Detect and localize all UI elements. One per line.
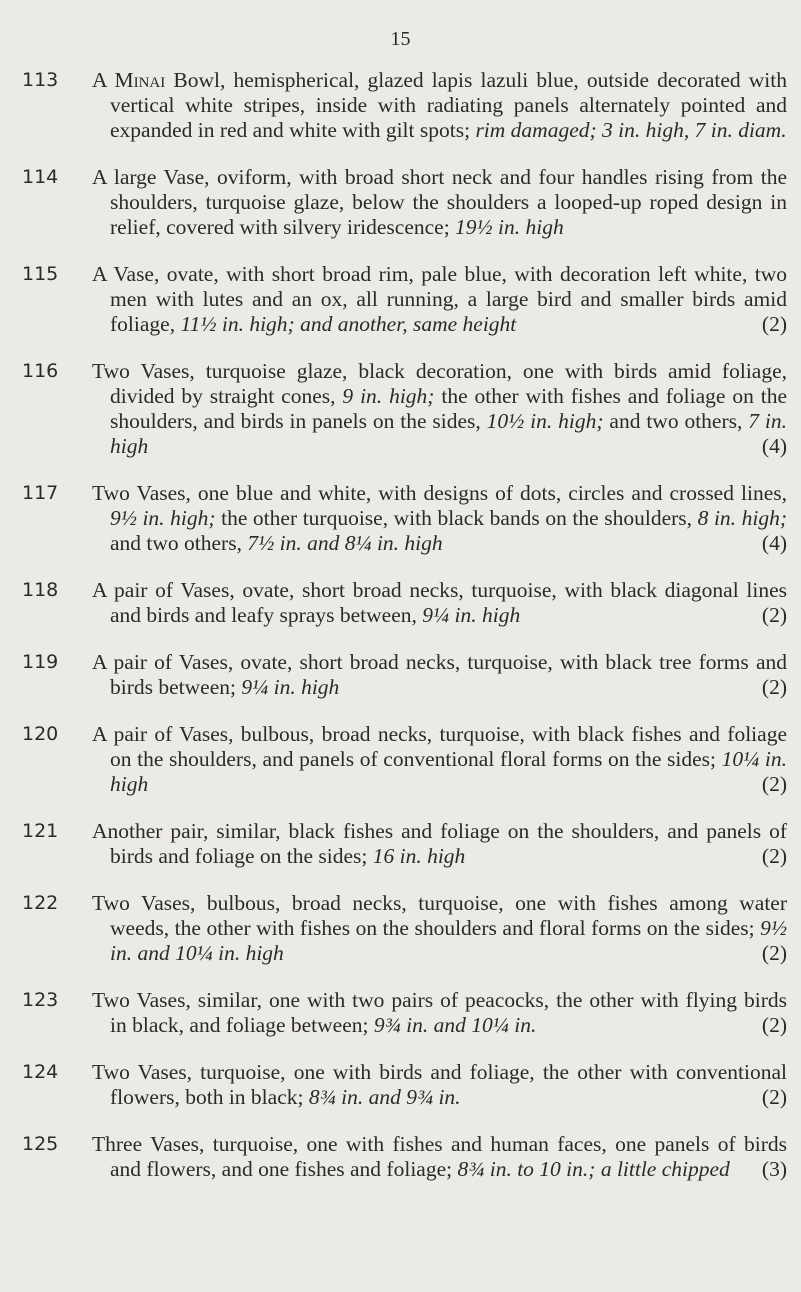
lot-121 (0, 819, 801, 869)
lot-117 (0, 481, 801, 556)
quantity: (2) (761, 941, 787, 965)
lot-number: 118 (22, 579, 59, 601)
lot-description: Two Vases, one blue and white, with designs of dots, circles and crossed lines, 9½ in. high; the other turquoise, with black bands on the shoulders, 8 in. high; and two others, 7½ in. and 8¼ in. high (4) (92, 481, 788, 555)
lot-description: A large Vase, oviform, with broad short neck and four handles rising from the shoulders, turquoise glaze, below the shoulders a looped-up roped design in relief, covered with silvery iridescence; 19½ in. high (92, 165, 787, 239)
lot-120 (0, 722, 801, 797)
lot-description: Two Vases, turquoise, one with birds and foliage, the other with conventional flowers, both in black; 8¾ in. and 9¾ in. (2) (92, 1060, 787, 1109)
lot-number: 125 (22, 1133, 59, 1155)
lot-description: A Minai Bowl, hemispherical, glazed lapis lazuli blue, outside decorated with vertical white stripes, inside with radiating panels alternately pointed and expanded in red and white with gilt spots; rim damaged; 3 in. high, 7 in. diam. (92, 68, 788, 142)
lot-123 (0, 988, 801, 1038)
lot-number: 115 (22, 263, 59, 285)
quantity: (4) (761, 531, 787, 555)
lot-description: A Vase, ovate, with short broad rim, pale blue, with decoration left white, two men with lutes and an ox, all running, a large bird and smaller birds amid foliage, 11½ in. high; and another, same height (2) (92, 262, 787, 336)
quantity: (3) (761, 1157, 787, 1181)
lot-122 (0, 891, 801, 966)
lot-118 (0, 578, 801, 628)
lot-number: 113 (22, 69, 59, 91)
lot-description: Two Vases, turquoise glaze, black decoration, one with birds amid foliage, divided by straight cones, 9 in. high; the other with fishes and foliage on the shoulders, and birds in panels on the sides, 10½ in. high; and two others, 7 in. high (4) (92, 359, 788, 458)
lot-description: A pair of Vases, ovate, short broad necks, turquoise, with black tree forms and birds between; 9¼ in. high (2) (92, 650, 787, 699)
lot-113 (0, 68, 801, 143)
quantity: (2) (761, 1085, 787, 1109)
lot-number: 116 (22, 360, 59, 382)
lot-124 (0, 1060, 801, 1110)
lot-number: 119 (22, 651, 59, 673)
quantity: (2) (761, 772, 787, 796)
lot-description: Two Vases, similar, one with two pairs of peacocks, the other with flying birds in black, and foliage between; 9¾ in. and 10¼ in. (2) (92, 988, 787, 1037)
quantity: (2) (761, 312, 787, 336)
lot-description: Three Vases, turquoise, one with fishes and human faces, one panels of birds and flowers, and one fishes and foliage; 8¾ in. to 10 in.; a little chipped (3) (92, 1132, 787, 1181)
quantity: (2) (761, 1013, 787, 1037)
lot-number: 117 (22, 482, 59, 504)
lot-number: 124 (22, 1061, 59, 1083)
page-number: 15 (390, 28, 411, 50)
lot-119 (0, 650, 801, 700)
lot-number: 121 (22, 820, 59, 842)
lot-number: 114 (22, 166, 59, 188)
lot-description: Another pair, similar, black fishes and foliage on the shoulders, and panels of birds and foliage on the sides; 16 in. high (2) (92, 819, 787, 868)
lot-114 (0, 165, 801, 240)
lot-number: 120 (22, 723, 59, 745)
lot-description: Two Vases, bulbous, broad necks, turquoise, one with fishes among water weeds, the other with fishes on the shoulders and floral forms on the sides; 9½ in. and 10¼ in. high (2) (92, 891, 787, 965)
quantity: (2) (761, 603, 787, 627)
lot-number: 123 (22, 989, 59, 1011)
quantity: (4) (761, 434, 787, 458)
lot-115 (0, 262, 801, 337)
lot-description: A pair of Vases, bulbous, broad necks, turquoise, with black fishes and foliage on the shoulders, and panels of conventional floral forms on the sides; 10¼ in. high (2) (92, 722, 787, 796)
lot-number: 122 (22, 892, 59, 914)
lot-description: A pair of Vases, ovate, short broad necks, turquoise, with black diagonal lines and birds and leafy sprays between, 9¼ in. high (2) (92, 578, 787, 627)
lot-list (0, 60, 801, 1182)
quantity: (2) (761, 844, 787, 868)
lot-116 (0, 359, 801, 459)
quantity: (2) (761, 675, 787, 699)
lot-125 (0, 1132, 801, 1182)
